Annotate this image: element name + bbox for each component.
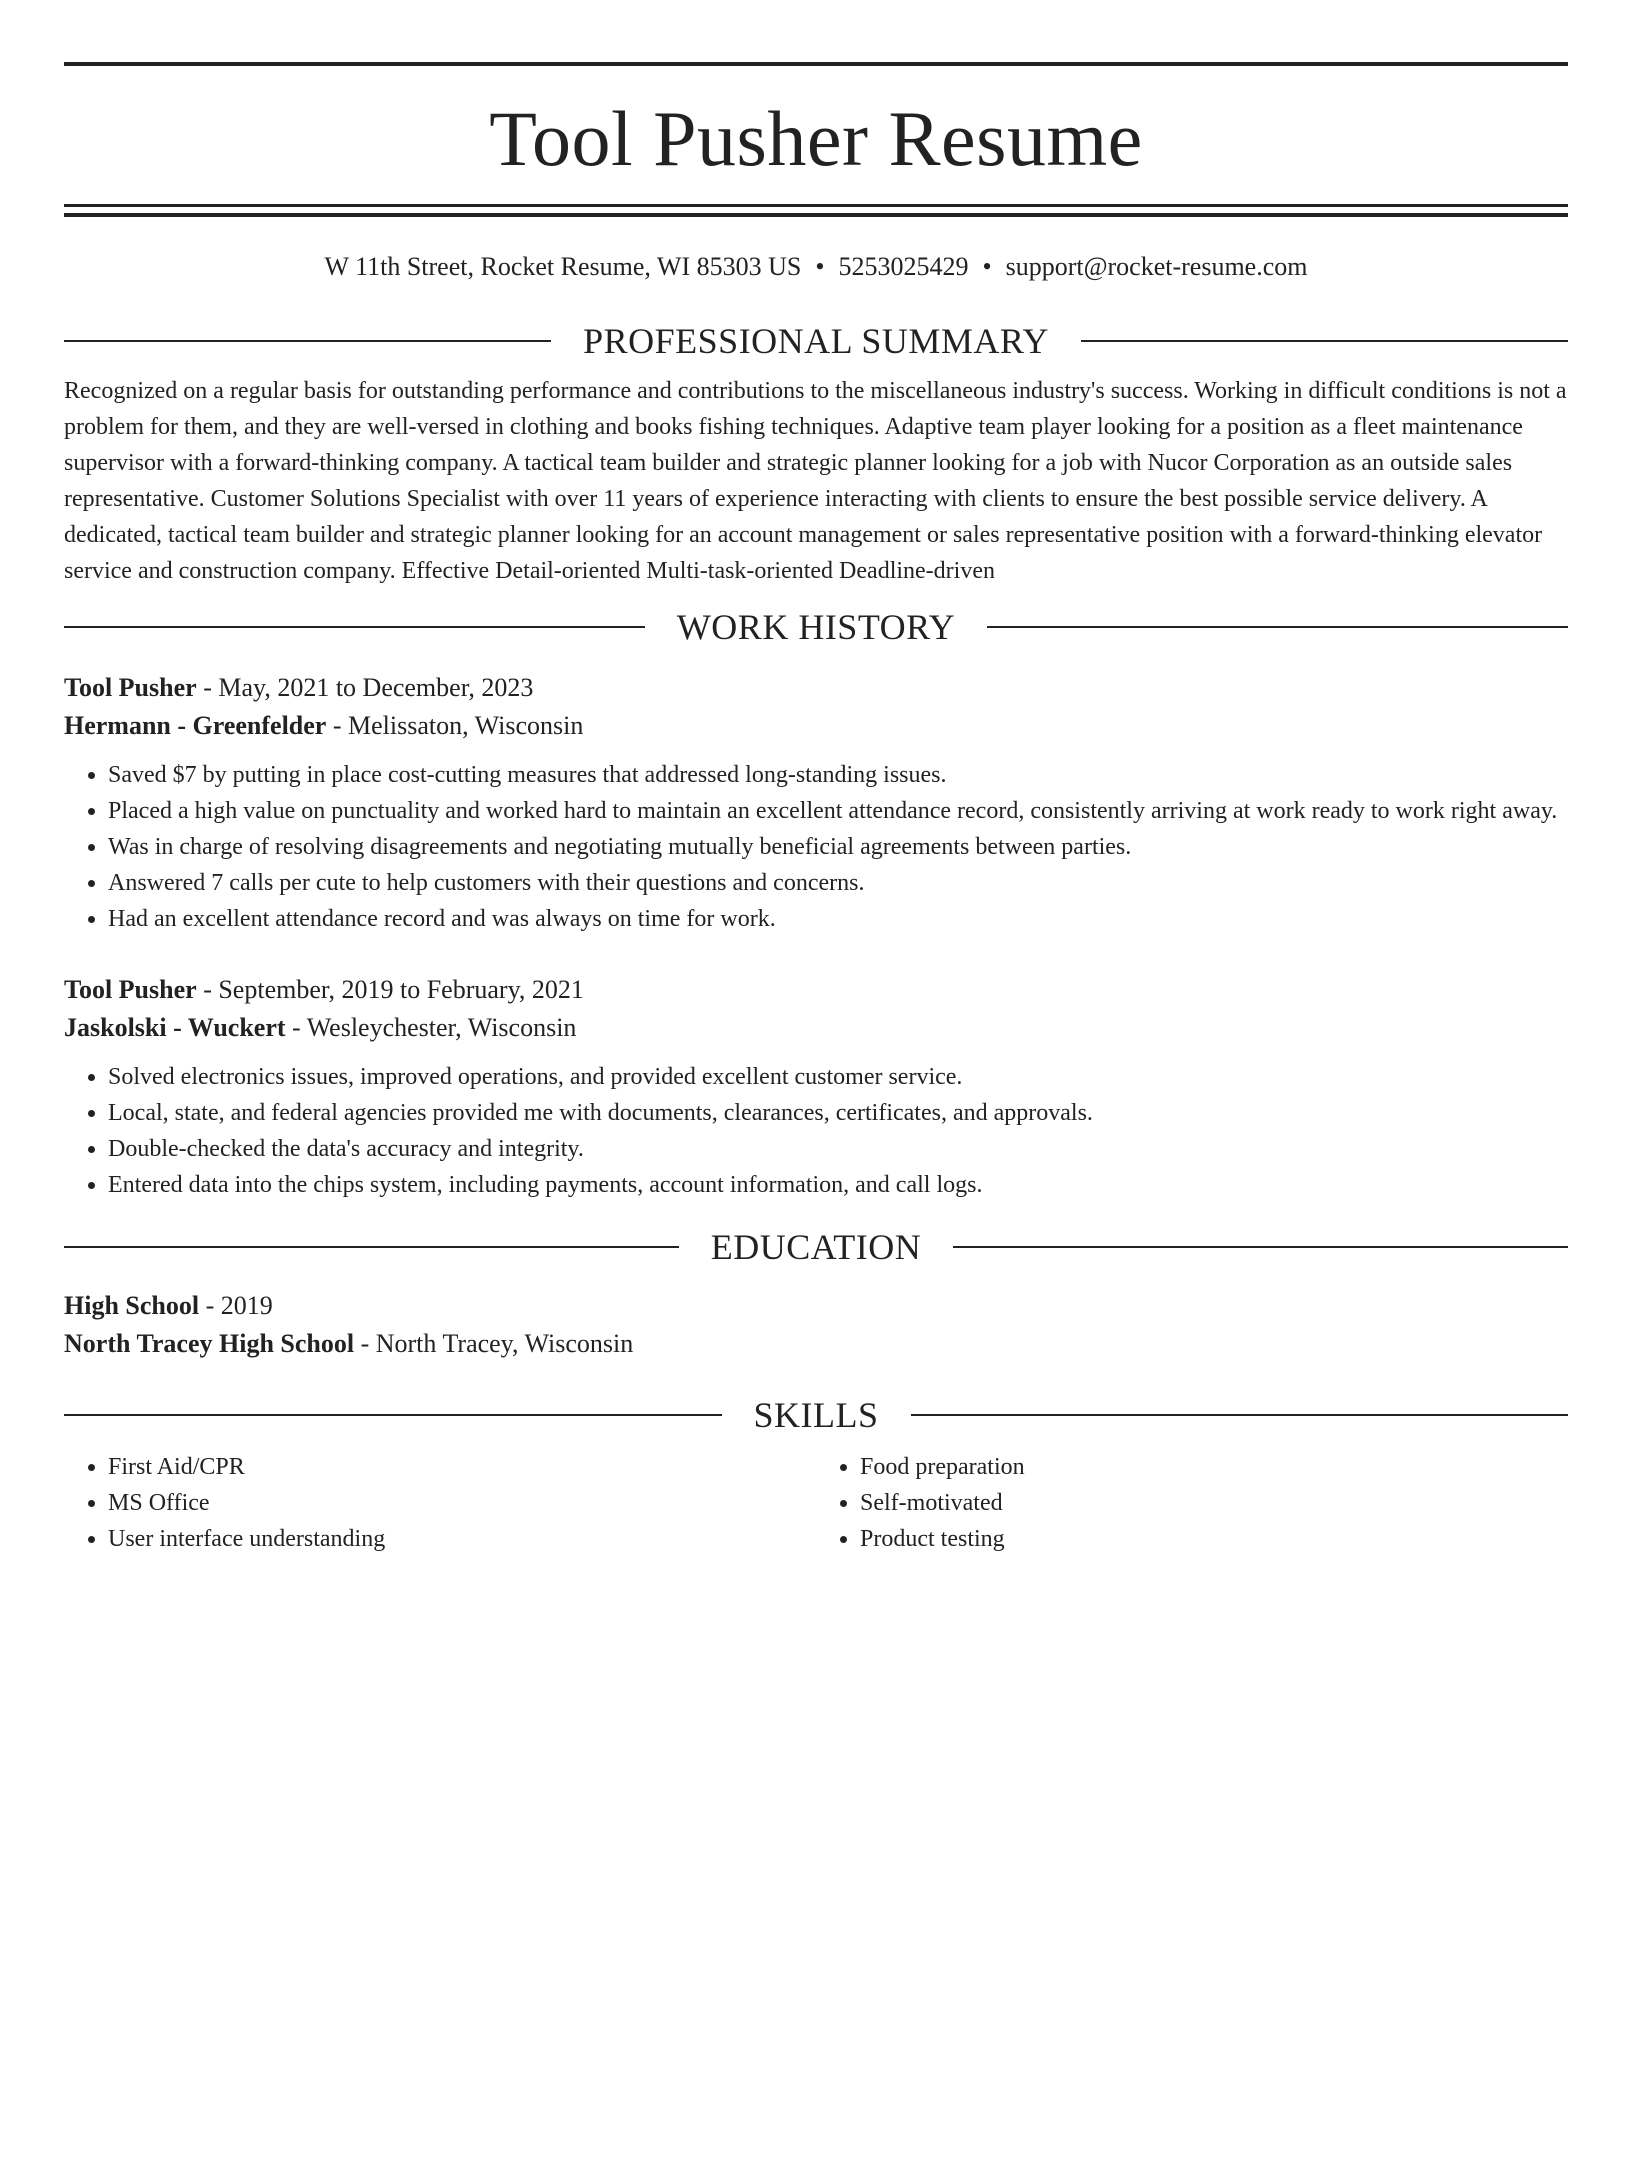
education-entry [64, 1287, 1568, 1363]
job-entry [64, 971, 1568, 1203]
resume-page [0, 62, 1632, 2174]
heading-rule [987, 626, 1568, 628]
job-company: Jaskolski - Wuckert [64, 1013, 286, 1042]
heading-rule [64, 1246, 679, 1248]
job-bullets [64, 1059, 1568, 1203]
page-title: Tool Pusher Resume [489, 95, 1143, 182]
job-company: Hermann - Greenfelder [64, 711, 327, 740]
job-location: - Melissaton, Wisconsin [326, 711, 584, 740]
heading-rule [64, 1414, 722, 1416]
education-year: - 2019 [199, 1291, 273, 1320]
skill-item: • MS Office [108, 1485, 816, 1521]
list-item: • Had an excellent attendance record and was always on time for work. [108, 901, 1568, 937]
section-title: WORK HISTORY [676, 607, 956, 647]
list-item: • Double-checked the data's accuracy and integrity. [108, 1131, 1568, 1167]
section-heading-education [64, 1225, 1568, 1269]
heading-rule [64, 340, 551, 342]
job-title-line [64, 971, 1568, 1009]
contact-address: W 11th Street, Rocket Resume, WI 85303 US [324, 252, 802, 281]
skill-item: • User interface understanding [108, 1521, 816, 1557]
skill-item: • Self-motivated [860, 1485, 1568, 1521]
section-title: EDUCATION [710, 1227, 922, 1267]
list-item: • Saved $7 by putting in place cost-cutting measures that addressed long-standing issues. [108, 757, 1568, 793]
skills-columns [64, 1449, 1568, 1557]
skill-item: • Food preparation [860, 1449, 1568, 1485]
job-title-line [64, 669, 1568, 707]
job-dates: - September, 2019 to February, 2021 [196, 975, 584, 1004]
summary-text: Recognized on a regular basis for outstanding performance and contributions to the miscellaneous industry's success. Working in difficult conditions is not a problem for them, and they are well-versed in clothing and books fishing techniques. Adaptive team player looking for a position as a fleet maintenance supervisor with a forward-thinking company. A tactical team builder and strategic planner looking for a job with Nucor Corporation as an outside sales representative. Customer Solutions Specialist with over 11 years of experience interacting with clients to ensure the best possible service delivery. A dedicated, tactical team builder and strategic planner looking for an account management or sales representative position with a forward-thinking elevator service and construction company. Effective Detail-oriented Multi-task-oriented Deadline-driven [64, 378, 1567, 584]
education-degree: High School [64, 1291, 200, 1320]
section-heading-work [64, 605, 1568, 649]
title-double-rule [64, 204, 1568, 217]
job-role: Tool Pusher [64, 673, 197, 702]
skill-item: • Product testing [860, 1521, 1568, 1557]
education-degree-line [64, 1287, 1568, 1325]
contact-phone: 5253025429 [838, 252, 969, 281]
list-item: • Was in charge of resolving disagreements and negotiating mutually beneficial agreements between parties. [108, 829, 1568, 865]
section-title: SKILLS [753, 1395, 879, 1435]
heading-rule [1081, 340, 1568, 342]
section-heading-skills [64, 1393, 1568, 1437]
contact-email: support@rocket-resume.com [1005, 252, 1308, 281]
section-title: PROFESSIONAL SUMMARY [583, 321, 1049, 361]
list-item: • Answered 7 calls per cute to help customers with their questions and concerns. [108, 865, 1568, 901]
section-heading-summary [64, 319, 1568, 363]
contact-separator: • [815, 252, 825, 281]
education-location: - North Tracey, Wisconsin [354, 1329, 634, 1358]
list-item: • Local, state, and federal agencies provided me with documents, clearances, certificates, and approvals. [108, 1095, 1568, 1131]
list-item: • Placed a high value on punctuality and worked hard to maintain an excellent attendance record, consistently arriving at work ready to work right away. [108, 793, 1568, 829]
heading-rule [953, 1246, 1568, 1248]
contact-line [64, 251, 1568, 283]
list-item: • Entered data into the chips system, including payments, account information, and call logs. [108, 1167, 1568, 1203]
list-item: • Solved electronics issues, improved operations, and provided excellent customer service. [108, 1059, 1568, 1095]
job-location: - Wesleychester, Wisconsin [285, 1013, 577, 1042]
job-entry [64, 669, 1568, 937]
job-role: Tool Pusher [64, 975, 197, 1004]
heading-rule [911, 1414, 1569, 1416]
job-company-line [64, 1009, 1568, 1047]
job-dates: - May, 2021 to December, 2023 [196, 673, 534, 702]
skills-list-right [816, 1449, 1568, 1557]
heading-rule [64, 626, 645, 628]
job-company-line [64, 707, 1568, 745]
top-rule [64, 62, 1568, 66]
job-bullets [64, 757, 1568, 937]
contact-separator: • [982, 252, 992, 281]
skills-list-left [64, 1449, 816, 1557]
education-school-line [64, 1325, 1568, 1363]
education-school: North Tracey High School [64, 1329, 355, 1358]
skill-item: • First Aid/CPR [108, 1449, 816, 1485]
